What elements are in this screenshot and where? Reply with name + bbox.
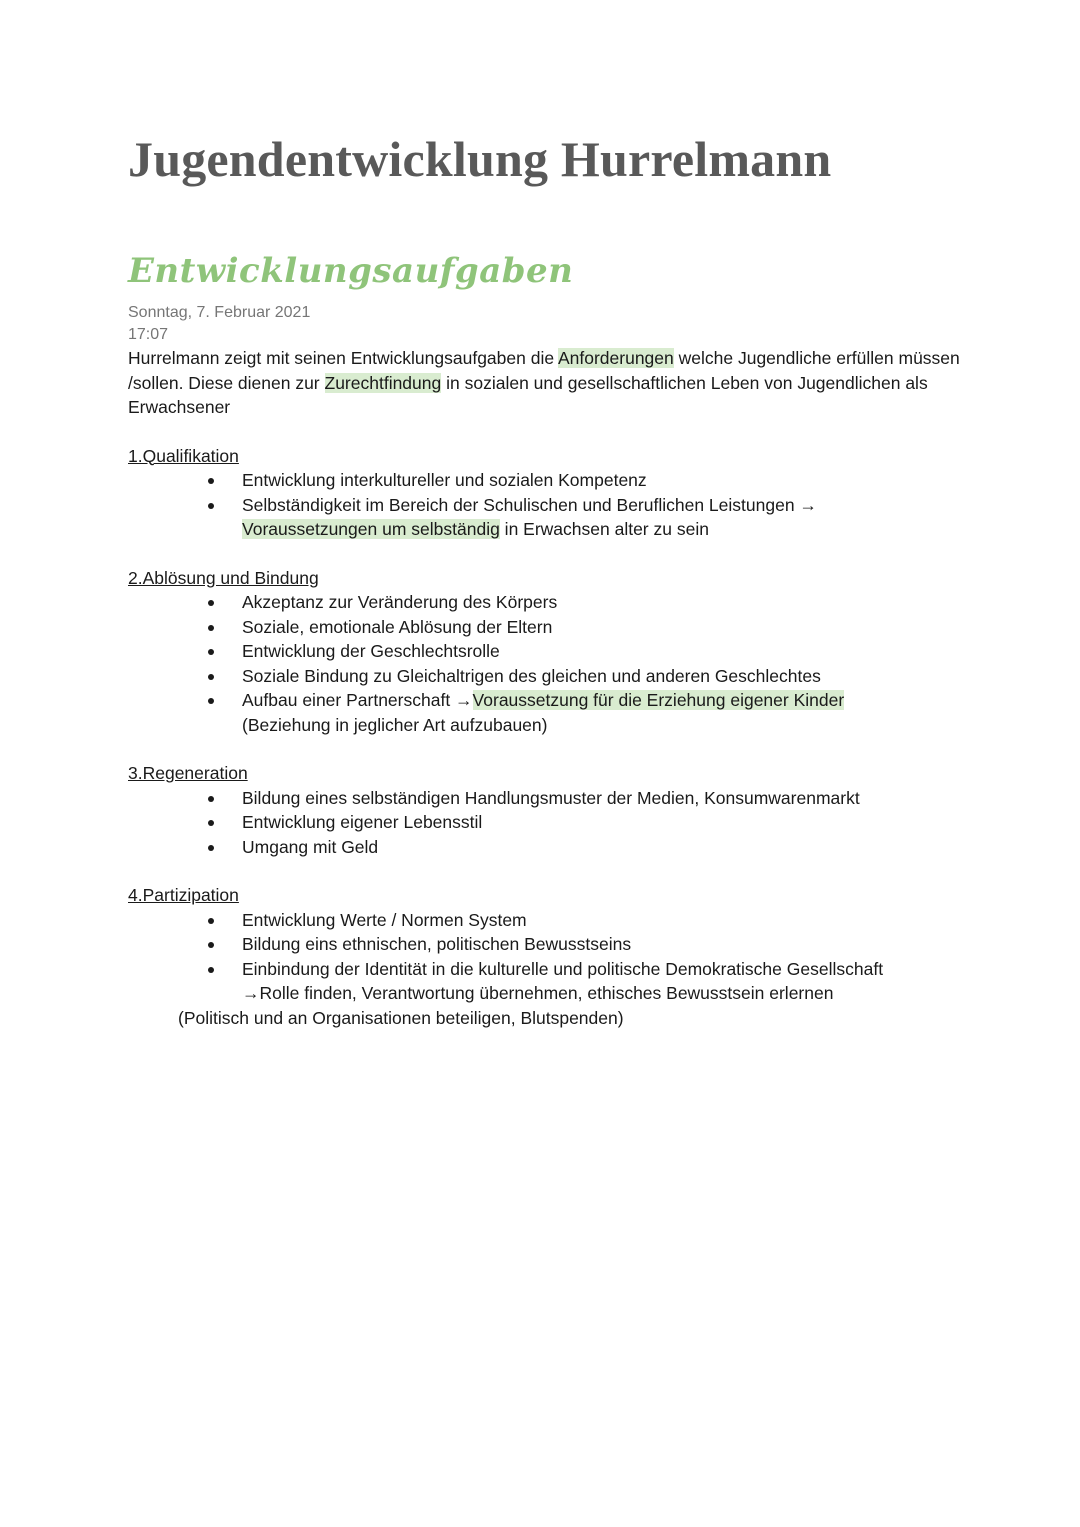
list-item: Entwicklung interkultureller und sozialen Kompetenz <box>208 468 988 493</box>
list-regeneration <box>128 786 988 860</box>
list-item <box>208 688 988 713</box>
highlight-voraussetzungen: Voraussetzungen um selbständig <box>242 519 500 539</box>
list-item-continuation: →Rolle finden, Verantwortung übernehmen, ethisches Bewusstsein erlernen <box>242 983 834 1003</box>
list-continuation-wrap <box>128 713 988 738</box>
highlight-zurechtfindung: Zurechtfindung <box>324 372 442 393</box>
list-item-text: Aufbau einer Partnerschaft → <box>242 690 473 710</box>
note-time: 17:07 <box>128 326 169 343</box>
list-item-tail: in Erwachsen alter zu sein <box>499 519 709 539</box>
list-item: Umgang mit Geld <box>208 835 988 860</box>
note-page <box>128 128 988 1030</box>
list-item <box>208 493 988 542</box>
list-item: Bildung eins ethnischen, politischen Bewusstseins <box>208 932 988 957</box>
list-item: Akzeptanz zur Veränderung des Körpers <box>208 590 988 615</box>
list-item-text: Selbständigkeit im Bereich der Schulischen und Beruflichen Leistungen → <box>242 494 817 515</box>
list-item: Soziale Bindung zu Gleichaltrigen des gleichen und anderen Geschlechtes <box>208 664 988 689</box>
note-date: Sonntag, 7. Februar 2021 <box>128 304 311 321</box>
highlight-voraussetzung-kinder: Voraussetzung für die Erziehung eigener Kinder <box>472 690 845 710</box>
section-heading-regeneration: 3.Regeneration <box>128 763 248 783</box>
list-item: Soziale, emotionale Ablösung der Eltern <box>208 615 988 640</box>
section-abloesung <box>128 566 988 738</box>
section-heading-abloesung: 2.Ablösung und Bindung <box>128 567 319 588</box>
intro-text-2: welche Jugendliche erfüllen müssen /sollen. Diese dienen zur <box>128 348 960 393</box>
note-meta <box>128 302 988 346</box>
section-partizipation <box>128 883 988 1030</box>
list-item: Entwicklung Werte / Normen System <box>208 908 988 933</box>
intro-paragraph <box>128 346 988 420</box>
highlight-anforderungen: Anforderungen <box>557 348 674 368</box>
list-item <box>208 957 988 1006</box>
section-heading-qualifikation: 1.Qualifikation <box>128 445 239 466</box>
section-heading-partizipation: 4.Partizipation <box>128 885 239 905</box>
list-item: Entwicklung eigener Lebensstil <box>208 810 988 835</box>
section-qualifikation <box>128 444 988 542</box>
list-abloesung <box>128 590 988 713</box>
page-title: Jugendentwicklung Hurrelmann <box>128 131 832 187</box>
list-item-continuation: (Beziehung in jeglicher Art aufzubauen) <box>242 714 548 735</box>
intro-text-3: in sozialen und gesellschaftlichen Leben von Jugendlichen als Erwachsener <box>128 372 928 417</box>
trailing-note: (Politisch und an Organisationen beteiligen, Blutspenden) <box>178 1007 624 1028</box>
intro-text-1: Hurrelmann zeigt mit seinen Entwicklungsaufgaben die <box>128 348 558 368</box>
list-item: Entwicklung der Geschlechtsrolle <box>208 639 988 664</box>
list-qualifikation <box>128 468 988 542</box>
list-item: Bildung eines selbständigen Handlungsmuster der Medien, Konsumwarenmarkt <box>208 786 988 811</box>
section-regeneration <box>128 761 988 859</box>
list-partizipation <box>128 908 988 1006</box>
section-title: Entwicklungsaufgaben <box>128 251 574 291</box>
list-item-text: Einbindung der Identität in die kulturelle und politische Demokratische Gesellschaft <box>242 958 884 979</box>
